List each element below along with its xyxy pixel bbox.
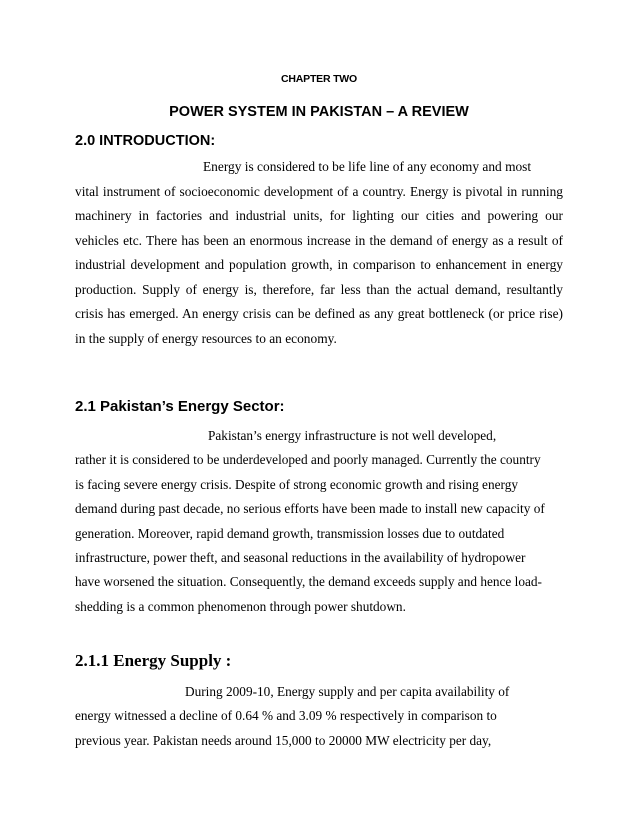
paragraph-body: vital instrument of socioeconomic development of a country. Energy is pivotal in running machinery in factories and industrial units, for lighting our cities and powering our vehicles etc. There has been an enormous increase in the demand of energy as a result of industrial development and population growth, in comparison to enhancement in energy production. Supply of energy is, therefore, far less than the actual demand, resultantly crisis has emerged. An energy crisis can be defined as any great bottleneck (or price rise) in the supply of energy resources to an economy. bbox=[75, 183, 563, 346]
paragraph-first-line: Pakistan’s energy infrastructure is not well developed, bbox=[208, 428, 497, 443]
section-heading-energy-sector: 2.1 Pakistan’s Energy Sector: bbox=[75, 398, 285, 415]
section-heading-introduction: 2.0 INTRODUCTION: bbox=[75, 133, 216, 149]
section-introduction-text bbox=[75, 155, 563, 351]
section-energy-supply-text bbox=[75, 680, 545, 753]
chapter-label: CHAPTER TWO bbox=[281, 73, 357, 85]
paragraph-first-line: During 2009-10, Energy supply and per capita availability of bbox=[185, 684, 510, 699]
chapter-title: POWER SYSTEM IN PAKISTAN – A REVIEW bbox=[169, 104, 469, 120]
section-heading-energy-supply: 2.1.1 Energy Supply : bbox=[75, 651, 232, 670]
paragraph-body: energy witnessed a decline of 0.64 % and 3.09 % respectively in comparison to previous year. Pakistan needs around 15,000 to 20000 MW electricity per day, bbox=[75, 708, 497, 748]
paragraph-body: rather it is considered to be underdeveloped and poorly managed. Currently the country is facing severe energy crisis. Despite of strong economic growth and rising energy demand during past decade, no serious efforts have been made to install new capacity of generation. Moreover, rapid demand growth, transmission losses due to outdated infrastructure, power theft, and seasonal reductions in the availability of hydropower have worsened the situation. Consequently, the demand exceeds supply and hence load-shedding is a common phenomenon through power shutdown. bbox=[75, 452, 545, 614]
paragraph-first-line: Energy is considered to be life line of any economy and most bbox=[203, 159, 532, 174]
section-energy-sector-text bbox=[75, 424, 545, 619]
